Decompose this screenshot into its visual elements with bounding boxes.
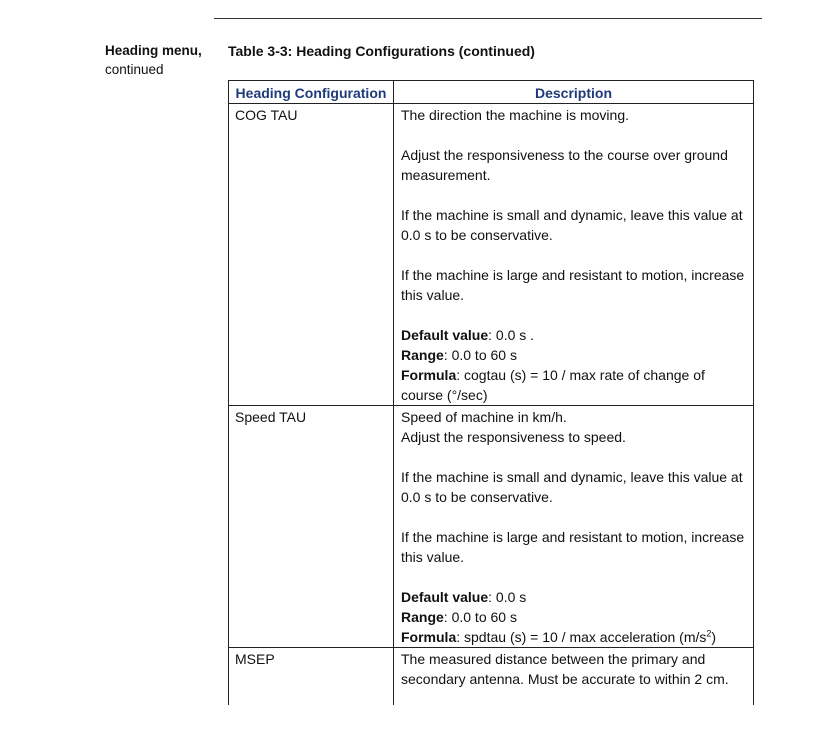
- formula-line: [401, 627, 747, 647]
- header-heading-configuration: Heading Configuration: [229, 81, 394, 104]
- desc-text: Adjust the responsiveness to speed.: [401, 429, 626, 445]
- heading-configurations-table: [228, 80, 754, 705]
- default-value-line: [401, 587, 747, 607]
- range-value: : 0.0 to 60 s: [443, 609, 517, 625]
- range-line: [401, 345, 747, 365]
- header-description: Description: [394, 81, 754, 104]
- config-description: [394, 104, 754, 406]
- config-name: COG TAU: [229, 104, 394, 406]
- table-caption: Table 3-3: Heading Configurations (continued): [228, 43, 535, 59]
- table-row: [229, 104, 754, 406]
- default-value: : 0.0 s .: [488, 327, 535, 343]
- range-line: [401, 607, 747, 627]
- table-row: [229, 406, 754, 648]
- config-description: [394, 648, 754, 706]
- formula-line: [401, 365, 747, 405]
- desc-text: The measured distance between the primary and secondary antenna. Must be accurate to within 2 cm.: [401, 651, 729, 687]
- default-label: Default value: [401, 327, 489, 343]
- config-name: Speed TAU: [229, 406, 394, 648]
- desc-text: Speed of machine in km/h.: [401, 409, 567, 425]
- desc-text: If the machine is small and dynamic, leave this value at 0.0 s to be conservative.: [401, 207, 743, 243]
- header-rule: [214, 18, 762, 19]
- desc-text: If the machine is small and dynamic, leave this value at 0.0 s to be conservative.: [401, 469, 743, 505]
- formula-value: : cogtau (s) = 10 / max rate of change of course (°/sec): [401, 367, 705, 403]
- formula-label: Formula: [401, 629, 457, 645]
- default-label: Default value: [401, 589, 489, 605]
- range-label: Range: [401, 347, 444, 363]
- desc-text: If the machine is large and resistant to motion, increase this value.: [401, 529, 745, 565]
- desc-text: If the machine is large and resistant to motion, increase this value.: [401, 267, 745, 303]
- side-note-title: Heading menu,: [105, 43, 202, 58]
- formula-end: ): [711, 629, 717, 645]
- formula-superscript: 2: [706, 628, 712, 639]
- side-note: [105, 41, 202, 79]
- desc-text: The direction the machine is moving.: [401, 107, 629, 123]
- desc-text: Adjust the responsiveness to the course over ground measurement.: [401, 147, 728, 183]
- config-description: [394, 406, 754, 648]
- side-note-continued: continued: [105, 62, 164, 77]
- range-value: : 0.0 to 60 s: [443, 347, 517, 363]
- formula-label: Formula: [401, 367, 457, 383]
- default-value-line: [401, 325, 747, 345]
- table-header-row: [229, 81, 754, 104]
- range-label: Range: [401, 609, 444, 625]
- default-value: : 0.0 s: [488, 589, 527, 605]
- formula-value: : spdtau (s) = 10 / max acceleration (m/s: [456, 629, 707, 645]
- config-name: MSEP: [229, 648, 394, 706]
- table-row: [229, 648, 754, 706]
